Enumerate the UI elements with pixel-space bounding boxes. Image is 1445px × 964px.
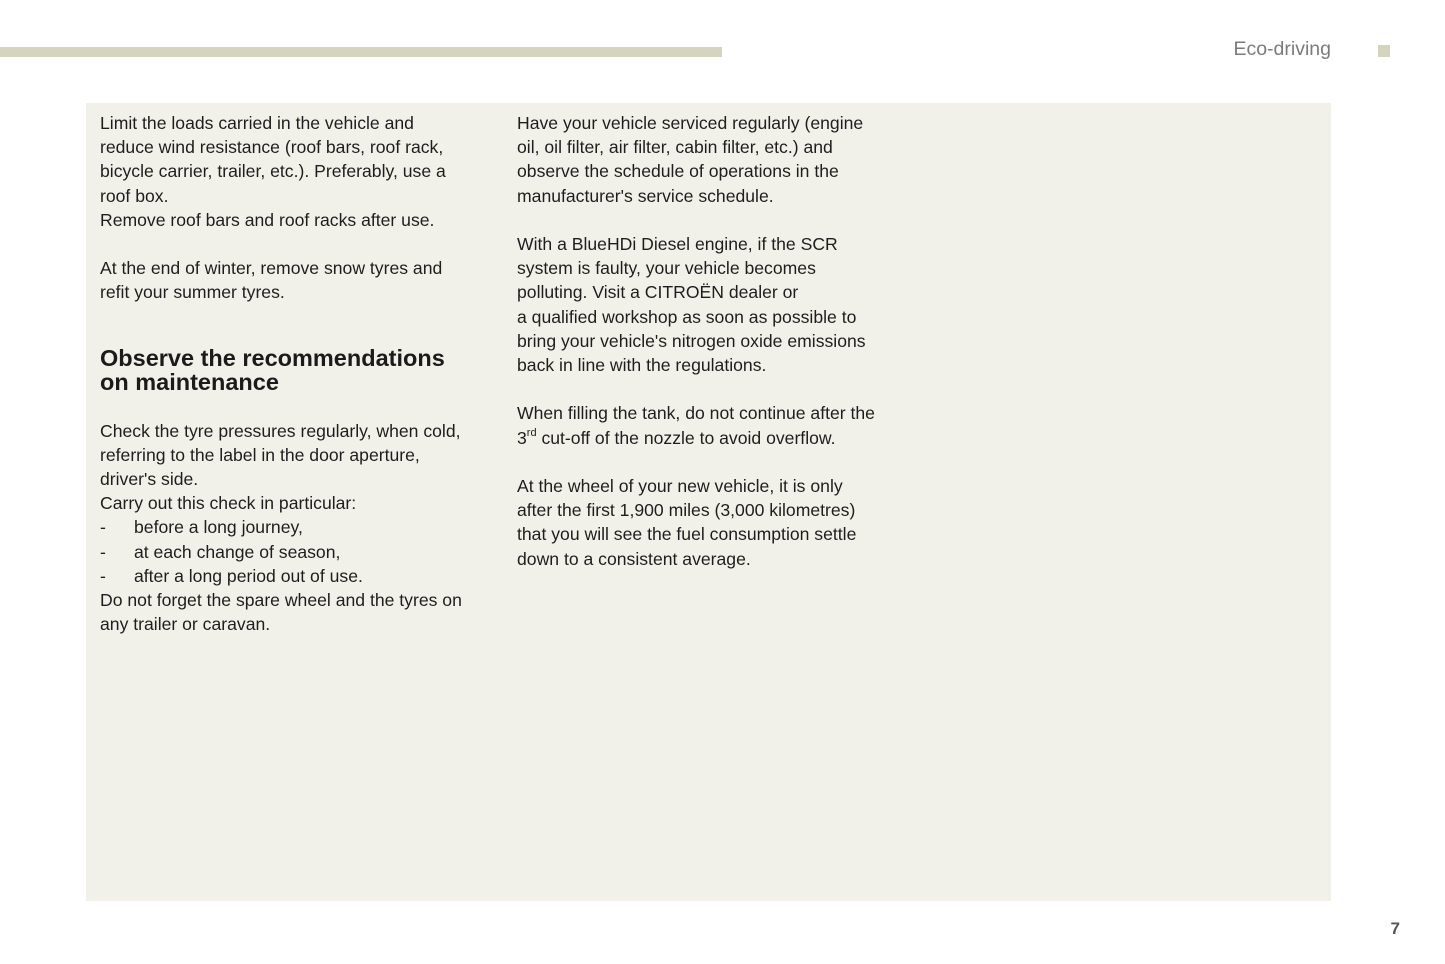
text-line: polluting. Visit a CITROËN dealer or: [517, 282, 799, 303]
service-paragraph: [517, 111, 909, 208]
text-line: Remove roof bars and roof racks after use.: [100, 209, 435, 230]
text-line: With a BlueHDi Diesel engine, if the SCR: [517, 234, 838, 254]
list-item-text: before a long journey,: [134, 517, 303, 538]
heading-line: Observe the recommendations: [100, 344, 445, 371]
list-item: [100, 540, 492, 564]
text-line: observe the schedule of operations in the: [517, 161, 839, 182]
text-line: At the end of winter, remove snow tyres and: [100, 258, 443, 279]
bluehdi-paragraph: [517, 232, 909, 377]
text-line: referring to the label in the door aperture,: [100, 444, 420, 465]
heading-line: on maintenance: [100, 369, 279, 396]
text-line: back in line with the regulations.: [517, 355, 767, 376]
text-line: roof box.: [100, 185, 169, 206]
section-title: Eco-driving: [1233, 38, 1331, 60]
tank-paragraph: [517, 401, 909, 449]
text-line: down to a consistent average.: [517, 548, 751, 569]
text-line: Limit the loads carried in the vehicle and: [100, 113, 414, 133]
text-line: after the first 1,900 miles (3,000 kilometres): [517, 500, 856, 521]
text-line: Have your vehicle serviced regularly (engine: [517, 113, 864, 133]
text-line: that you will see the fuel consumption settle: [517, 524, 857, 545]
text-line: bring your vehicle's nitrogen oxide emissions: [517, 330, 866, 351]
loads-paragraph: [100, 111, 492, 232]
list-item: [100, 515, 492, 539]
header-accent-bar: [0, 47, 722, 57]
text-line: At the wheel of your new vehicle, it is only: [517, 476, 843, 496]
text-line: reduce wind resistance (roof bars, roof rack,: [100, 137, 444, 158]
text-line: bicycle carrier, trailer, etc.). Preferably, use a: [100, 161, 446, 182]
bullet-dash: -: [100, 565, 106, 586]
maintenance-heading: [100, 346, 492, 395]
text-line: manufacturer's service schedule.: [517, 185, 774, 206]
text-line: Check the tyre pressures regularly, when cold,: [100, 420, 461, 441]
text-line: cut-off of the nozzle to avoid overflow.: [536, 427, 836, 448]
winter-paragraph: [100, 256, 492, 304]
ordinal-suffix: rd: [526, 426, 537, 439]
tyre-pressure-paragraph: [100, 419, 492, 516]
text-line: Carry out this check in particular:: [100, 493, 357, 514]
list-item-text: after a long period out of use.: [134, 565, 363, 586]
bullet-dash: -: [100, 541, 106, 562]
text-line: driver's side.: [100, 469, 199, 490]
text-line: When filling the tank, do not continue after the: [517, 403, 875, 424]
list-item-text: at each change of season,: [134, 541, 341, 562]
list-item: [100, 564, 492, 588]
spare-wheel-paragraph: [100, 588, 492, 636]
page-number: 7: [1390, 919, 1400, 938]
text-line: a qualified workshop as soon as possible to: [517, 306, 857, 327]
text-line: Do not forget the spare wheel and the tyres on: [100, 590, 462, 611]
right-column: [517, 111, 909, 571]
ordinal-number: 3: [517, 427, 527, 448]
section-marker-square: [1378, 45, 1390, 57]
text-line: system is faulty, your vehicle becomes: [517, 258, 816, 279]
left-column: [100, 111, 492, 636]
text-line: any trailer or caravan.: [100, 614, 271, 635]
bullet-dash: -: [100, 517, 106, 538]
consumption-paragraph: [517, 474, 909, 571]
text-line: oil, oil filter, air filter, cabin filter, etc.) and: [517, 137, 833, 158]
text-line: refit your summer tyres.: [100, 282, 285, 303]
